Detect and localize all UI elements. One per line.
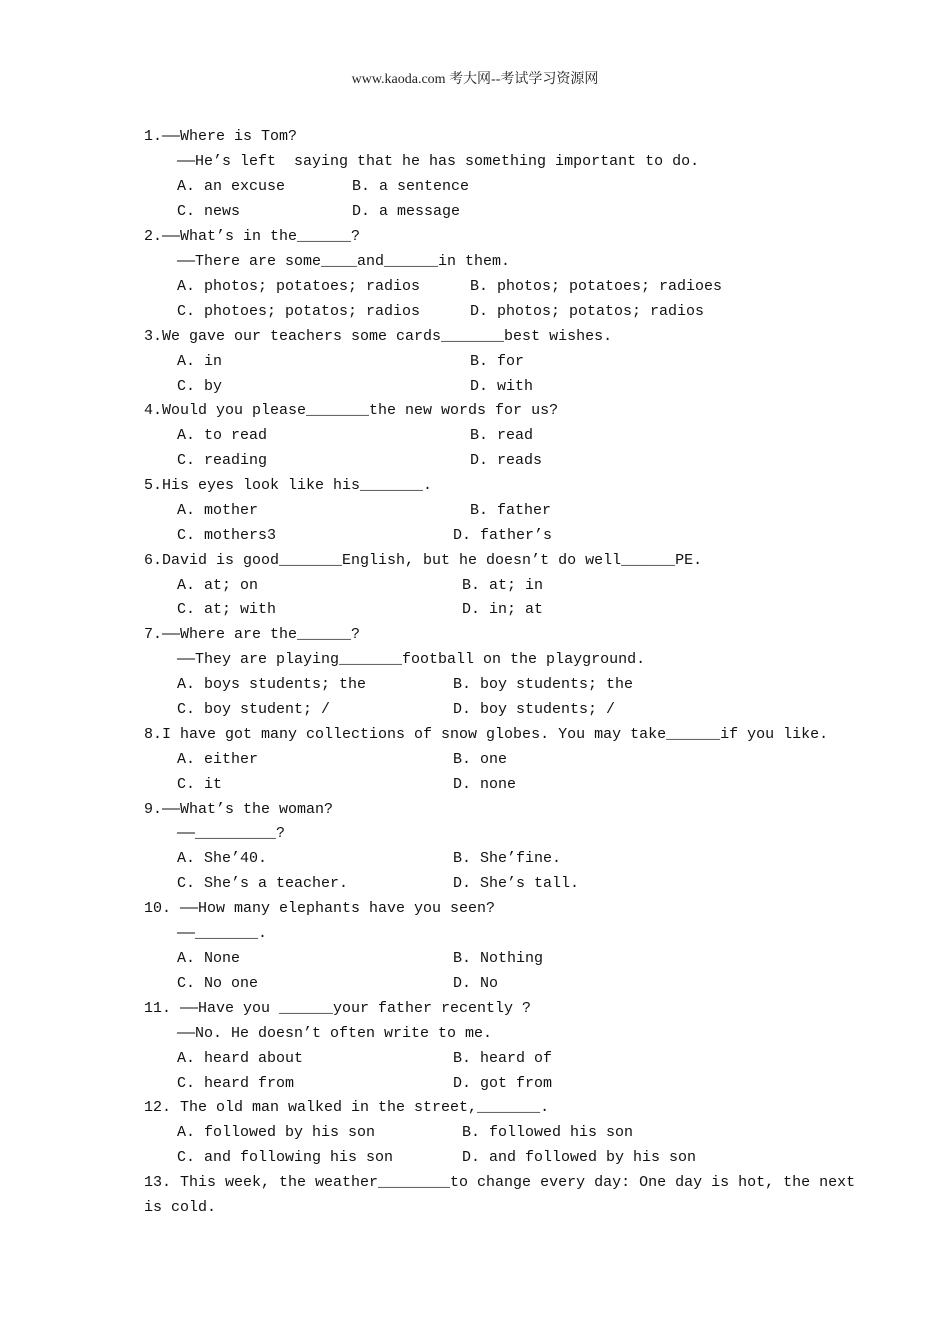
q4-option-d: D. reads [470, 452, 543, 469]
q8-option-a: A. either [177, 751, 259, 768]
q7-option-b: B. boy students; the [453, 676, 634, 693]
q2-option-c: C. photoes; potatos; radios [177, 303, 421, 320]
q6-option-d: D. in; at [462, 601, 544, 618]
q6-stem: 6.David is good_______English, but he doesn’t do well______PE. [144, 552, 703, 569]
q2-answer-line: ——There are some____and______in them. [177, 253, 511, 270]
q1-option-a: A. an excuse [177, 178, 286, 195]
q11-option-a: A. heard about [177, 1050, 304, 1067]
q2-option-d: D. photos; potatos; radios [470, 303, 705, 320]
q12-option-c: C. and following his son [177, 1149, 394, 1166]
q10-stem: 10. ——How many elephants have you seen? [144, 900, 496, 917]
q1-option-c: C. news [177, 203, 241, 220]
q8-option-b: B. one [453, 751, 508, 768]
q3-option-d: D. with [470, 378, 534, 395]
q10-option-b: B. Nothing [453, 950, 544, 967]
q10-option-c: C. No one [177, 975, 259, 992]
q2-stem: 2.——What’s in the______? [144, 228, 361, 245]
q6-option-c: C. at; with [177, 601, 277, 618]
q1-option-d: D. a message [352, 203, 461, 220]
q9-option-c: C. She’s a teacher. [177, 875, 349, 892]
q10-answer-line: ——_______. [177, 925, 268, 942]
q3-stem: 3.We gave our teachers some cards_______best wishes. [144, 328, 613, 345]
q11-stem: 11. ——Have you ______your father recently ? [144, 1000, 532, 1017]
q8-option-c: C. it [177, 776, 223, 793]
q7-answer-line: ——They are playing_______football on the playground. [177, 651, 646, 668]
q1-option-b: B. a sentence [352, 178, 470, 195]
q8-stem: 8.I have got many collections of snow globes. You may take______if you like. [144, 726, 829, 743]
q5-option-a: A. mother [177, 502, 259, 519]
q5-stem: 5.His eyes look like his_______. [144, 477, 433, 494]
q7-stem: 7.——Where are the______? [144, 626, 361, 643]
q11-option-c: C. heard from [177, 1075, 295, 1092]
q5-option-c: C. mothers3 [177, 527, 277, 544]
q12-option-d: D. and followed by his son [462, 1149, 697, 1166]
q13-stem: 13. This week, the weather________to change every day: One day is hot, the next [144, 1174, 856, 1191]
q12-option-a: A. followed by his son [177, 1124, 376, 1141]
q2-option-b: B. photos; potatoes; radioes [470, 278, 723, 295]
q11-option-d: D. got from [453, 1075, 553, 1092]
q6-option-a: A. at; on [177, 577, 259, 594]
q7-option-a: A. boys students; the [177, 676, 367, 693]
q4-option-b: B. read [470, 427, 534, 444]
q11-answer-line: ——No. He doesn’t often write to me. [177, 1025, 493, 1042]
q2-option-a: A. photos; potatoes; radios [177, 278, 421, 295]
q1-answer-line: ——He’s left saying that he has something important to do. [177, 153, 700, 170]
q1-stem: 1.——Where is Tom? [144, 128, 298, 145]
q3-option-b: B. for [470, 353, 525, 370]
q6-option-b: B. at; in [462, 577, 544, 594]
page-header: www.kaoda.com 考大网--考试学习资源网 [351, 72, 599, 87]
q10-option-a: A. None [177, 950, 241, 967]
q7-option-c: C. boy student; / [177, 701, 331, 718]
q9-option-a: A. She’40. [177, 850, 268, 867]
q9-answer-line: ——_________? [177, 825, 286, 842]
q4-option-c: C. reading [177, 452, 268, 469]
q7-option-d: D. boy students; / [453, 701, 616, 718]
q5-option-d: D. father’s [453, 527, 553, 544]
q9-option-d: D. She’s tall. [453, 875, 580, 892]
q4-stem: 4.Would you please_______the new words for us? [144, 402, 559, 419]
q11-option-b: B. heard of [453, 1050, 553, 1067]
q3-option-a: A. in [177, 353, 223, 370]
q3-option-c: C. by [177, 378, 223, 395]
q10-option-d: D. No [453, 975, 499, 992]
q9-stem: 9.——What’s the woman? [144, 801, 334, 818]
q9-option-b: B. She’fine. [453, 850, 562, 867]
q13-stem-continued: is cold. [144, 1199, 217, 1216]
q4-option-a: A. to read [177, 427, 268, 444]
q8-option-d: D. none [453, 776, 517, 793]
q12-stem: 12. The old man walked in the street,_______. [144, 1099, 550, 1116]
q5-option-b: B. father [470, 502, 552, 519]
q12-option-b: B. followed his son [462, 1124, 634, 1141]
